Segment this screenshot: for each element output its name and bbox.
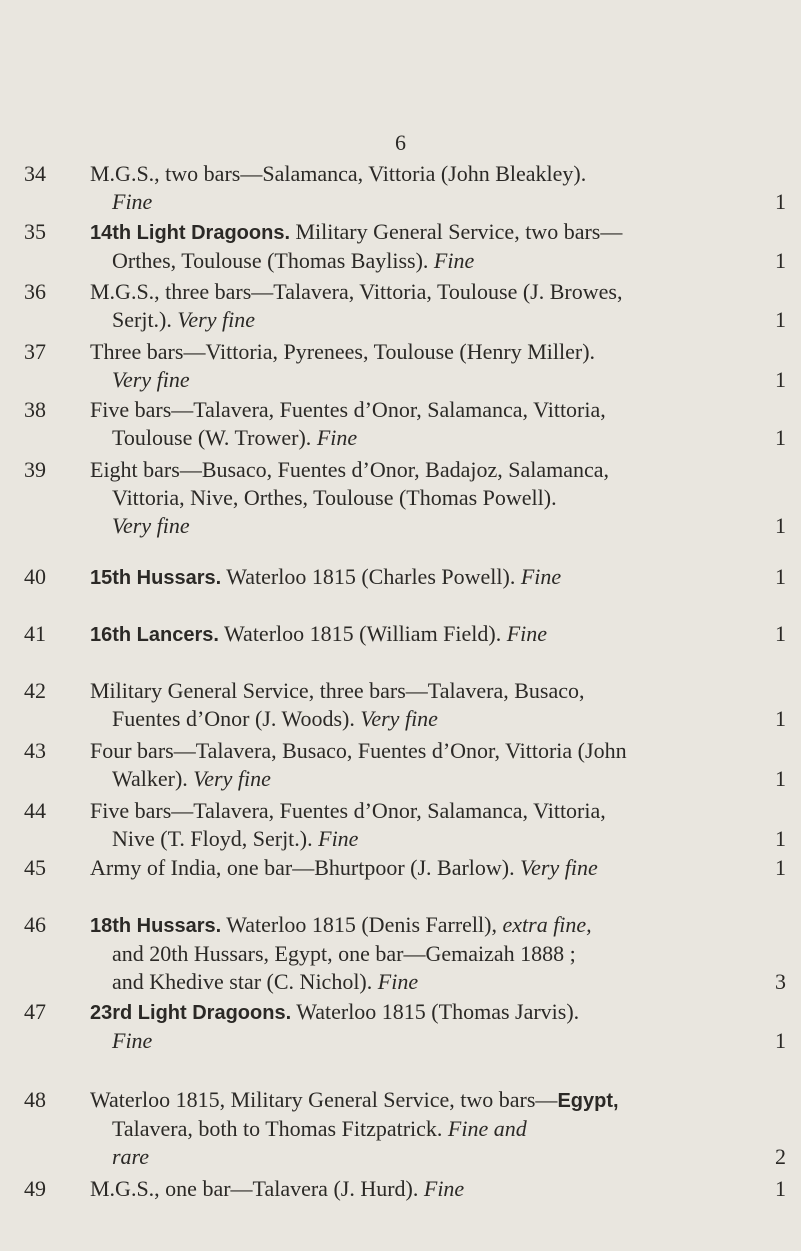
lot-text-segment: Waterloo 1815, Military General Service, two bars— [90, 1087, 558, 1112]
lot-number: 37 [24, 339, 46, 364]
lot-text-segment: Three bars—Vittoria, Pyrenees, Toulouse (Henry Miller). [90, 339, 596, 364]
lot-description [90, 338, 786, 394]
lot-number: 34 [24, 161, 46, 186]
lot-text-segment: Talavera, both to Thomas Fitzpatrick. [112, 1116, 448, 1141]
lot-line [90, 278, 786, 306]
lot-line [90, 825, 786, 853]
lot-line [90, 456, 786, 484]
lot-text-segment: Walker). [112, 766, 194, 791]
lot-text-segment: Military General Service, three bars—Talavera, Busaco, [90, 678, 585, 703]
lot-description [90, 677, 786, 733]
lot-description [90, 797, 786, 853]
lot-line [90, 940, 786, 968]
lot-line [90, 338, 786, 366]
lot-text-segment: Serjt.). [112, 307, 178, 332]
lot-text-segment: Waterloo 1815 (Denis Farrell), [221, 912, 503, 937]
lot-description [90, 998, 786, 1055]
lot-number: 39 [24, 457, 46, 482]
lot-text-segment: Five bars—Talavera, Fuentes d’Onor, Salamanca, Vittoria, [90, 798, 606, 823]
lot-line [90, 484, 786, 512]
lot-text-segment: Waterloo 1815 (William Field). [218, 621, 507, 646]
lot-line [90, 797, 786, 825]
lot-quantity: 1 [775, 1176, 786, 1201]
lot-text-segment: M.G.S., three bars—Talavera, Vittoria, Toulouse (J. Browes, [90, 279, 623, 304]
lot-line [90, 998, 786, 1027]
condition-note: Very fine [177, 307, 255, 332]
regiment-heading: 18th Hussars. [90, 915, 222, 937]
regiment-heading: 16th Lancers. [90, 624, 219, 646]
lot-quantity: 1 [775, 766, 786, 791]
lot-quantity: 1 [775, 1028, 786, 1053]
lot-line [90, 396, 786, 424]
regiment-heading: 14th Light Dragoons. [90, 222, 290, 244]
lot-quantity: 1 [775, 189, 786, 214]
lot-line [90, 512, 786, 540]
lot-line [90, 765, 786, 793]
lot-text-segment: Four bars—Talavera, Busaco, Fuentes d’Onor, Vittoria (John [90, 738, 627, 763]
lot-description [90, 620, 786, 649]
lot-line [90, 218, 786, 247]
lot-line [90, 424, 786, 452]
regiment-heading: Egypt, [557, 1090, 619, 1112]
lot-quantity: 2 [775, 1144, 786, 1169]
condition-note: rare [112, 1144, 150, 1169]
lot-description [90, 396, 786, 452]
lot-description [90, 278, 786, 334]
lot-quantity: 1 [775, 425, 786, 450]
lot-line [90, 620, 786, 649]
condition-note: Fine and [447, 1116, 527, 1141]
lot-text-segment: Military General Service, two bars— [290, 219, 623, 244]
lot-number: 35 [24, 219, 46, 244]
lot-number: 38 [24, 397, 46, 422]
lot-line [90, 1143, 786, 1171]
lot-line [90, 854, 786, 882]
lot-text-segment: Five bars—Talavera, Fuentes d’Onor, Salamanca, Vittoria, [90, 397, 606, 422]
lot-number: 36 [24, 279, 46, 304]
condition-note: Very fine [112, 513, 190, 538]
lot-description [90, 456, 786, 540]
lot-text-segment: Orthes, Toulouse (Thomas Bayliss). [112, 248, 434, 273]
lot-description [90, 1086, 786, 1171]
lot-line [90, 306, 786, 334]
page-number: 6 [395, 130, 406, 155]
lot-quantity: 1 [775, 706, 786, 731]
lot-text-segment: Fuentes d’Onor (J. Woods). [112, 706, 361, 731]
lot-line [90, 1175, 786, 1203]
lot-text-segment: Eight bars—Busaco, Fuentes d’Onor, Badajoz, Salamanca, [90, 457, 610, 482]
condition-note: Fine [506, 621, 548, 646]
lot-line [90, 1086, 786, 1115]
lot-description [90, 1175, 786, 1203]
lot-line [90, 247, 786, 275]
lot-text-segment: M.G.S., two bars—Salamanca, Vittoria (John Bleakley). [90, 161, 587, 186]
lot-description [90, 911, 786, 996]
lot-description [90, 737, 786, 793]
condition-note: Fine [520, 564, 562, 589]
lot-description [90, 563, 786, 592]
lot-line [90, 968, 786, 996]
lot-text-segment: M.G.S., one bar—Talavera (J. Hurd). [90, 1176, 424, 1201]
lot-text-segment: Waterloo 1815 (Charles Powell). [221, 564, 521, 589]
condition-note: Fine [112, 1028, 153, 1053]
lot-quantity: 1 [775, 826, 786, 851]
lot-quantity: 3 [775, 969, 786, 994]
lot-description [90, 854, 786, 882]
lot-text-segment: and Khedive star (C. Nichol). [112, 969, 378, 994]
condition-note: Fine [377, 969, 419, 994]
lot-line [90, 160, 786, 188]
condition-note: Fine [112, 189, 153, 214]
lot-number: 46 [24, 912, 46, 937]
lot-line [90, 1027, 786, 1055]
lot-line [90, 677, 786, 705]
regiment-heading: 15th Hussars. [90, 567, 222, 589]
lot-number: 41 [24, 621, 46, 646]
condition-note: Fine [433, 248, 475, 273]
lot-line [90, 563, 786, 592]
lot-description [90, 160, 786, 216]
lot-description [90, 218, 786, 275]
condition-note: Very fine [112, 367, 190, 392]
lot-line [90, 911, 786, 940]
condition-note: extra fine, [502, 912, 592, 937]
condition-note: Fine [316, 425, 358, 450]
lot-quantity: 1 [775, 248, 786, 273]
lot-number: 40 [24, 564, 46, 589]
lot-quantity: 1 [775, 621, 786, 646]
condition-note: Very fine [360, 706, 438, 731]
lot-number: 49 [24, 1176, 46, 1201]
lot-text-segment: Waterloo 1815 (Thomas Jarvis). [291, 999, 580, 1024]
lot-number: 47 [24, 999, 46, 1024]
lot-text-segment: Army of India, one bar—Bhurtpoor (J. Barlow). [90, 855, 521, 880]
lot-quantity: 1 [775, 307, 786, 332]
lot-text-segment: Toulouse (W. Trower). [112, 425, 317, 450]
lot-line [90, 188, 786, 216]
lot-quantity: 1 [775, 855, 786, 880]
lot-quantity: 1 [775, 367, 786, 392]
lot-number: 43 [24, 738, 46, 763]
lot-quantity: 1 [775, 513, 786, 538]
condition-note: Very fine [520, 855, 598, 880]
lot-number: 42 [24, 678, 46, 703]
lot-text-segment: and 20th Hussars, Egypt, one bar—Gemaizah 1888 ; [112, 941, 576, 966]
condition-note: Fine [318, 826, 359, 851]
condition-note: Fine [423, 1176, 465, 1201]
lot-number: 44 [24, 798, 46, 823]
lot-line [90, 705, 786, 733]
lot-line [90, 366, 786, 394]
lot-text-segment: Nive (T. Floyd, Serjt.). [112, 826, 319, 851]
lot-number: 45 [24, 855, 46, 880]
lot-line [90, 737, 786, 765]
regiment-heading: 23rd Light Dragoons. [90, 1002, 292, 1024]
lot-line [90, 1115, 786, 1143]
lot-number: 48 [24, 1087, 46, 1112]
lot-quantity: 1 [775, 564, 786, 589]
lot-text-segment: Vittoria, Nive, Orthes, Toulouse (Thomas Powell). [112, 485, 557, 510]
condition-note: Very fine [193, 766, 271, 791]
